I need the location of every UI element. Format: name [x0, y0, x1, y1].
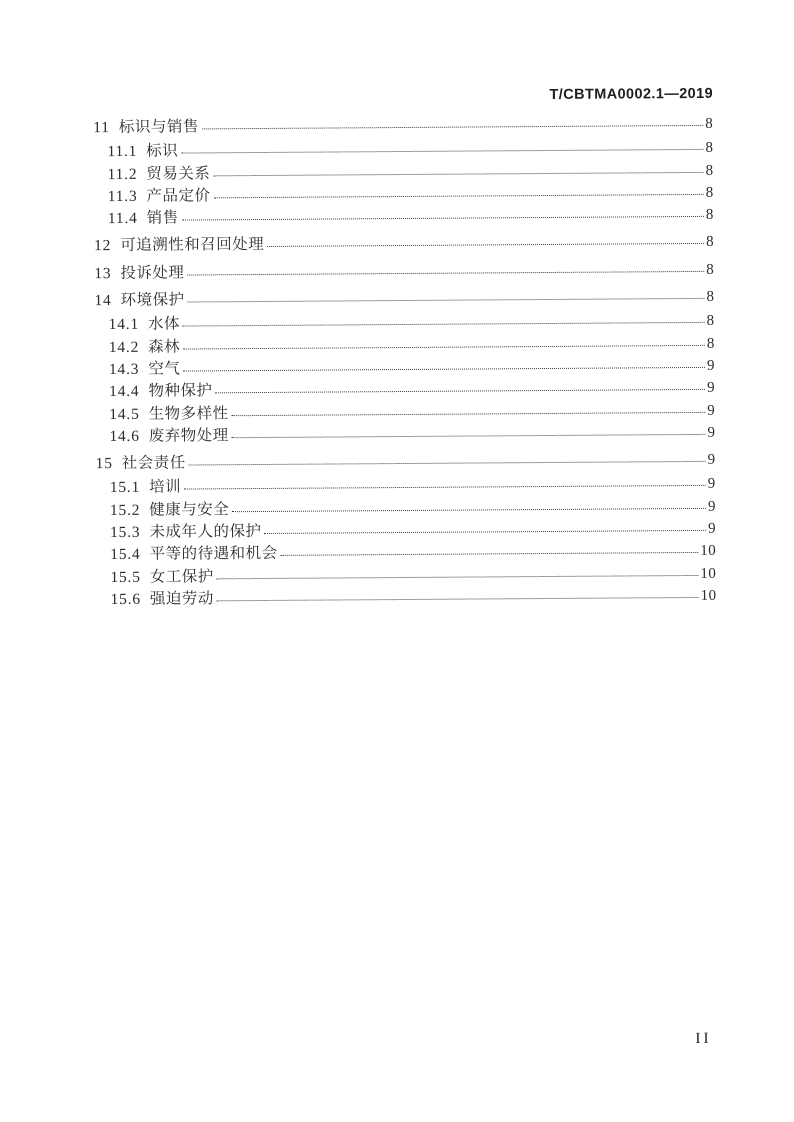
dot-leader — [183, 367, 705, 372]
toc-entry — [95, 422, 715, 449]
toc-entry-title: 标识与销售 — [118, 118, 199, 136]
toc-entry-title: 生物多样性 — [148, 404, 229, 423]
dot-leader — [217, 597, 699, 601]
toc-entry-page: 8 — [706, 261, 715, 278]
dot-leader — [281, 552, 699, 556]
toc-entry — [93, 113, 713, 140]
page-content — [93, 86, 720, 1122]
toc-entry-number: 13 — [94, 264, 112, 282]
toc-entry-title: 销售 — [146, 209, 179, 227]
dot-leader — [189, 461, 706, 466]
toc-entry-title: 可追溯性和召回处理 — [120, 236, 265, 255]
dot-leader — [213, 171, 703, 175]
toc-entry-title: 标识 — [146, 142, 179, 161]
dot-leader — [267, 243, 704, 247]
dot-leader — [187, 271, 704, 276]
toc-entry — [94, 231, 714, 258]
toc-entry-page: 9 — [707, 498, 716, 515]
toc-entry-title: 废弃物处理 — [148, 427, 229, 445]
dot-leader — [264, 530, 706, 534]
toc-entry-page: 8 — [705, 162, 714, 179]
toc-entry-number: 15.5 — [110, 568, 141, 586]
dot-leader — [232, 508, 706, 512]
toc-entry-number: 14.3 — [108, 360, 140, 379]
dot-leader — [232, 411, 706, 415]
toc-entry-page: 10 — [700, 587, 717, 604]
dot-leader — [215, 389, 705, 393]
toc-entry-title: 森林 — [148, 338, 181, 356]
toc-entry-number: 11.1 — [107, 143, 138, 161]
toc-entry-page: 10 — [700, 565, 717, 582]
toc-entry — [94, 259, 714, 286]
toc-entry-page: 9 — [707, 380, 716, 397]
toc-entry-title: 投诉处理 — [120, 264, 185, 282]
toc-entry — [94, 286, 714, 313]
toc-entry-page: 8 — [705, 207, 714, 224]
toc-entry-number: 15.3 — [110, 523, 141, 542]
toc-entry-number: 12 — [94, 237, 112, 255]
toc-entry-number: 15.2 — [109, 501, 141, 519]
table-of-contents — [93, 113, 716, 612]
dot-leader — [232, 434, 706, 438]
dot-leader — [202, 125, 703, 130]
toc-entry-title: 女工保护 — [149, 567, 214, 586]
toc-entry-page: 9 — [707, 402, 716, 419]
toc-entry-title: 强迫劳动 — [149, 590, 214, 608]
toc-entry-title: 环境保护 — [120, 291, 185, 310]
toc-entry-page: 8 — [706, 234, 715, 251]
toc-entry-page: 9 — [707, 476, 716, 493]
dot-leader — [188, 298, 705, 303]
toc-entry-page: 8 — [705, 140, 714, 157]
toc-entry-title: 培训 — [149, 479, 182, 497]
dot-leader — [183, 322, 705, 327]
toc-entry-number: 15.4 — [110, 546, 141, 564]
toc-entry-number: 11 — [93, 119, 110, 137]
toc-entry-number: 14.2 — [108, 338, 140, 356]
toc-entry — [96, 449, 716, 476]
toc-entry-title: 物种保护 — [148, 382, 213, 401]
toc-entry-page: 8 — [706, 313, 715, 330]
toc-entry-number: 14 — [94, 292, 112, 310]
toc-entry-page: 9 — [706, 357, 716, 374]
toc-entry-number: 15.1 — [109, 479, 141, 497]
dot-leader — [217, 575, 699, 579]
toc-entry — [94, 204, 714, 231]
dot-leader — [184, 485, 706, 490]
toc-entry-page: 8 — [706, 288, 715, 305]
toc-entry-number: 11.4 — [107, 210, 138, 228]
toc-entry-page: 8 — [706, 335, 715, 352]
toc-entry-number: 14.1 — [108, 316, 140, 334]
dot-leader — [182, 216, 704, 221]
toc-entry-page: 9 — [707, 451, 716, 469]
toc-entry-page: 9 — [708, 520, 717, 537]
toc-entry-number: 11.2 — [107, 165, 138, 183]
page-number: II — [695, 1029, 712, 1047]
toc-entry-title: 水体 — [147, 315, 181, 334]
toc-entry-title: 贸易关系 — [146, 164, 211, 183]
dot-leader — [183, 345, 705, 350]
toc-entry-title: 产品定价 — [146, 187, 211, 205]
toc-entry-title: 未成年人的保护 — [149, 523, 262, 541]
toc-entry-number: 15.6 — [110, 590, 141, 608]
toc-entry-number: 14.5 — [109, 405, 140, 423]
dot-leader — [214, 194, 704, 198]
toc-entry-page: 8 — [705, 184, 714, 201]
page-header — [93, 86, 713, 106]
toc-entry-page: 8 — [705, 115, 714, 132]
dot-leader — [181, 149, 703, 154]
toc-entry-number: 14.6 — [109, 427, 140, 445]
toc-entry-number: 14.4 — [109, 383, 140, 401]
toc-entry-page: 10 — [700, 543, 717, 560]
toc-entry-title: 平等的待遇和机会 — [149, 545, 278, 564]
toc-entry-title: 社会责任 — [121, 454, 186, 473]
toc-entry-number: 11.3 — [107, 187, 138, 205]
toc-entry-page: 9 — [707, 424, 716, 441]
toc-entry-title: 健康与安全 — [149, 500, 230, 519]
toc-entry-number: 15 — [95, 455, 113, 473]
toc-entry-title: 空气 — [148, 360, 181, 378]
standard-number: T/CBTMA0002.1—2019 — [549, 85, 714, 103]
toc-entry — [96, 585, 716, 612]
